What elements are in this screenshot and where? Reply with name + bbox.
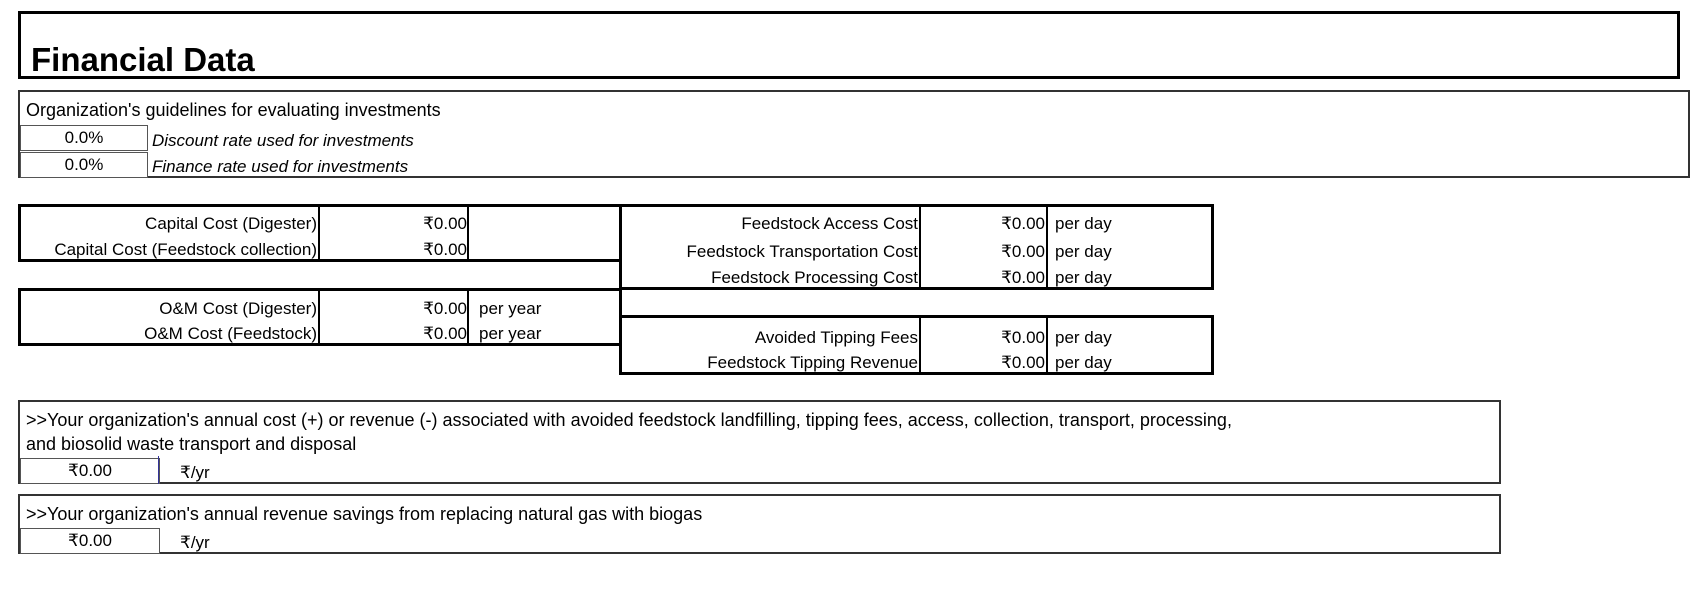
feedstock-processing-value[interactable]: ₹0.00 xyxy=(1001,268,1045,287)
title-box xyxy=(18,11,1680,79)
om-digester-label: O&M Cost (Digester) xyxy=(159,299,317,318)
avoided-tipping-label: Avoided Tipping Fees xyxy=(754,328,918,347)
capital-digester-label: Capital Cost (Digester) xyxy=(145,214,317,233)
tipping-divider-2 xyxy=(1046,315,1048,375)
om-feedstock-value[interactable]: ₹0.00 xyxy=(423,324,467,343)
tipping-revenue-label: Feedstock Tipping Revenue xyxy=(707,353,918,372)
om-cost-box xyxy=(18,288,622,346)
om-feedstock-unit: per year xyxy=(479,324,542,343)
avoided-tipping-unit: per day xyxy=(1055,328,1112,347)
annual-cost-text-line2: and biosolid waste transport and disposal xyxy=(26,434,357,454)
discount-rate-field[interactable]: 0.0% xyxy=(20,125,148,151)
feedstock-divider-1 xyxy=(919,204,921,290)
annual-savings-value[interactable]: ₹0.00 xyxy=(20,528,160,554)
page-title: Financial Data xyxy=(31,41,255,78)
annual-savings-unit: ₹/yr xyxy=(180,533,210,552)
tipping-box xyxy=(619,315,1214,375)
tipping-revenue-value[interactable]: ₹0.00 xyxy=(1001,353,1045,372)
capital-feedstock-label: Capital Cost (Feedstock collection) xyxy=(54,240,317,259)
capital-digester-value[interactable]: ₹0.00 xyxy=(423,214,467,233)
discount-rate-label: Discount rate used for investments xyxy=(152,131,414,150)
capital-feedstock-value[interactable]: ₹0.00 xyxy=(423,240,467,259)
feedstock-access-value[interactable]: ₹0.00 xyxy=(1001,214,1045,233)
feedstock-processing-unit: per day xyxy=(1055,268,1112,287)
feedstock-transport-value[interactable]: ₹0.00 xyxy=(1001,242,1045,261)
feedstock-access-label: Feedstock Access Cost xyxy=(741,214,918,233)
annual-savings-section xyxy=(18,494,1501,554)
tipping-revenue-unit: per day xyxy=(1055,353,1112,372)
annual-cost-unit: ₹/yr xyxy=(180,463,210,482)
guidelines-heading: Organization's guidelines for evaluating investments xyxy=(26,100,441,120)
om-divider-1 xyxy=(318,288,320,346)
feedstock-transport-label: Feedstock Transportation Cost xyxy=(686,242,918,261)
finance-rate-field[interactable]: 0.0% xyxy=(20,152,148,178)
avoided-tipping-value[interactable]: ₹0.00 xyxy=(1001,328,1045,347)
capital-divider-1 xyxy=(318,204,320,262)
feedstock-divider-2 xyxy=(1046,204,1048,290)
capital-cost-box xyxy=(18,204,622,262)
om-feedstock-label: O&M Cost (Feedstock) xyxy=(144,324,317,343)
annual-cost-text-line1: >>Your organization's annual cost (+) or revenue (-) associated with avoided feedstock landfilling, tipping fees, access, collection, transport, processing, xyxy=(26,410,1232,430)
finance-rate-label: Finance rate used for investments xyxy=(152,157,409,176)
om-digester-value[interactable]: ₹0.00 xyxy=(423,299,467,318)
annual-cost-value-border xyxy=(158,456,159,484)
feedstock-access-unit: per day xyxy=(1055,214,1112,233)
annual-cost-value[interactable]: ₹0.00 xyxy=(20,458,160,484)
om-divider-2 xyxy=(467,288,469,346)
feedstock-transport-unit: per day xyxy=(1055,242,1112,261)
feedstock-cost-box xyxy=(619,204,1214,290)
guidelines-section xyxy=(18,90,1690,178)
tipping-divider-1 xyxy=(919,315,921,375)
feedstock-processing-label: Feedstock Processing Cost xyxy=(711,268,918,287)
capital-divider-2 xyxy=(467,204,469,262)
annual-cost-section xyxy=(18,400,1501,484)
annual-savings-text: >>Your organization's annual revenue savings from replacing natural gas with biogas xyxy=(26,504,703,524)
om-digester-unit: per year xyxy=(479,299,542,318)
